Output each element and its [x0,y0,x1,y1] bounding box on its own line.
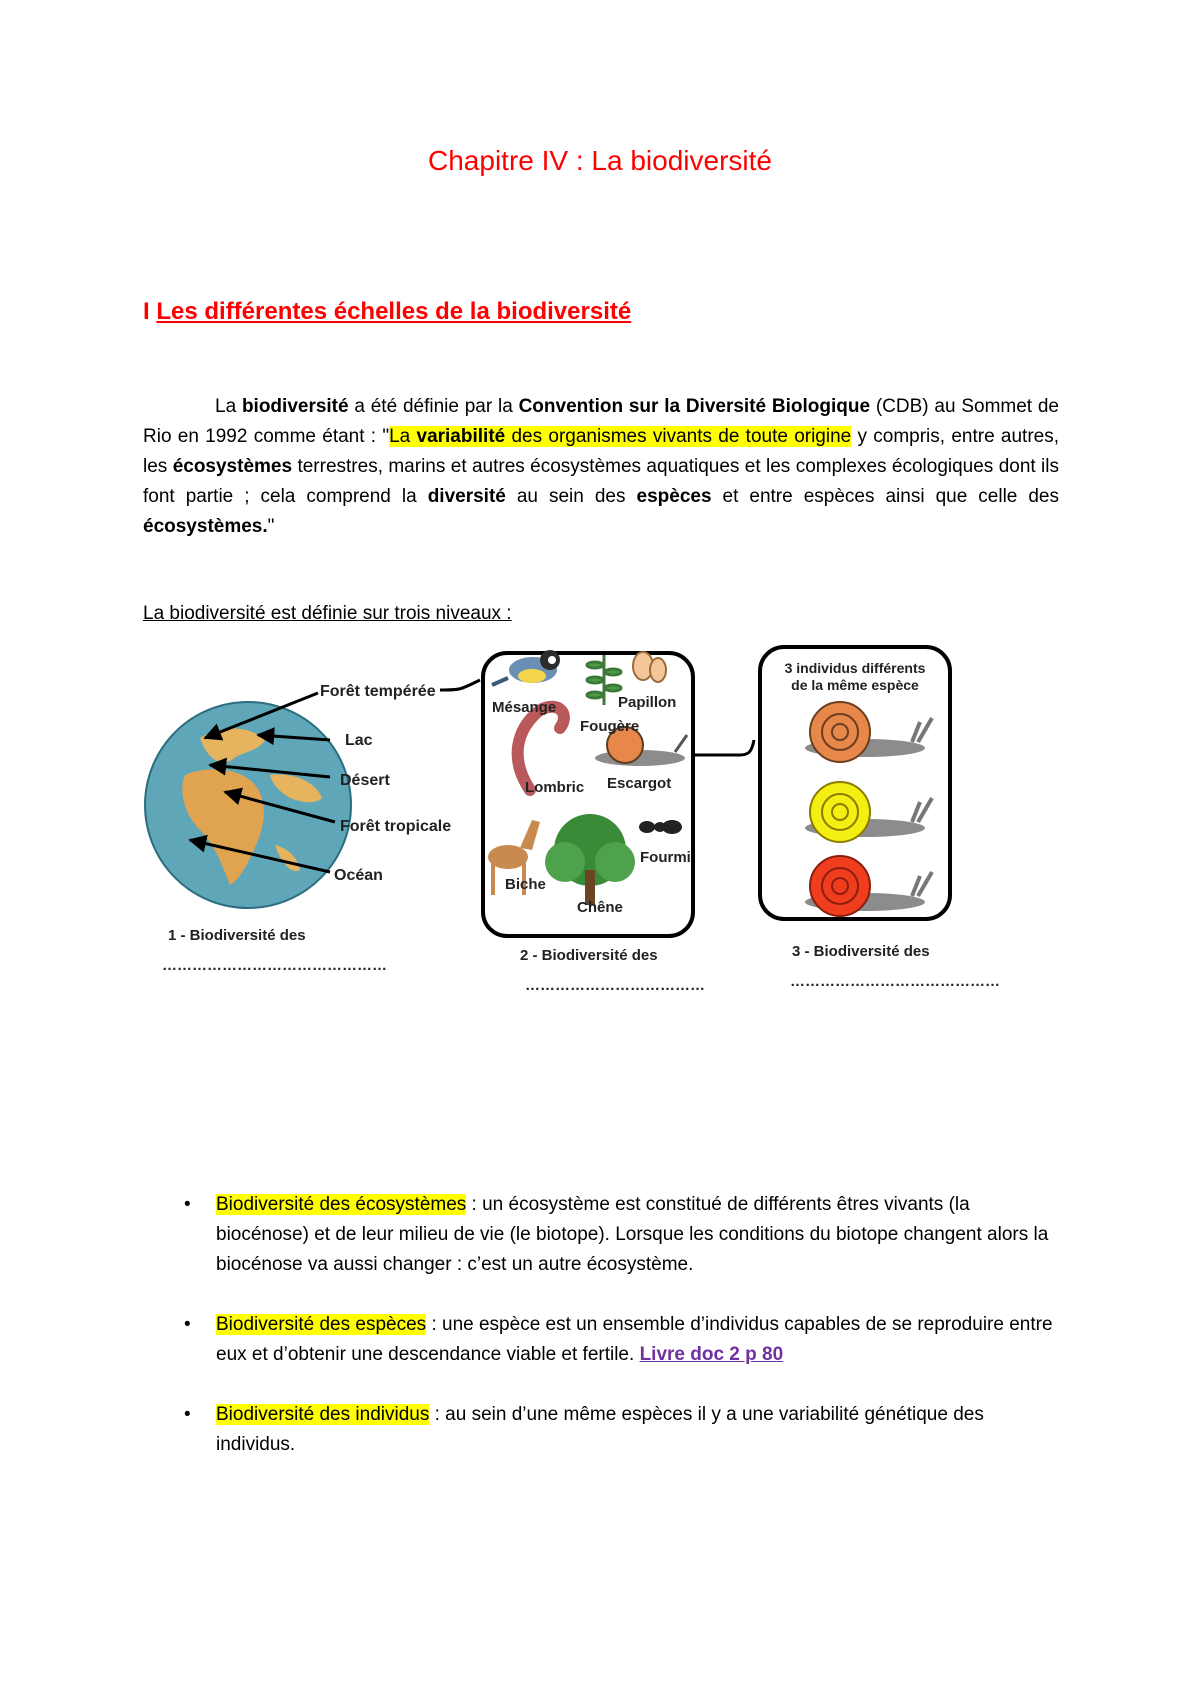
bullet-icon: • [184,1314,191,1335]
bullet-term: Biodiversité des espèces [216,1314,427,1335]
biodiversity-figure [140,660,1040,1100]
intro-bold: Convention sur la Diversité Biologique [518,396,871,417]
bullet-text: : au sein d’une même espèces il y a une variabilité génétique des individus. [216,1404,984,1455]
intro-text: au sein des [505,486,637,507]
label-mesange: Mésange [492,699,557,716]
individuals-title-2: de la même espèce [791,677,919,693]
intro-highlight [389,426,851,447]
label-fougere: Fougère [580,718,640,735]
levels-label: La biodiversité est définie sur trois niveaux : [143,603,512,624]
intro-bold: biodiversité [241,396,349,417]
blank-2: ……………………………… [525,977,705,994]
ant-icon [639,820,682,834]
label-foret-tropicale: Forêt tropicale [340,818,452,835]
intro-text: " [267,516,275,537]
list-item [180,1190,1060,1280]
bullet-text: : une espèce est un ensemble d’individus capables de se reproduire entre eux et d’obtenir une descendance viable et fertile. [216,1314,1053,1365]
bullet-list [180,1190,1060,1490]
highlight-bold: variabilité [416,426,506,447]
label-lombric: Lombric [525,779,585,796]
label-chene: Chêne [577,899,623,916]
list-item [180,1310,1060,1370]
intro-bold: écosystèmes [172,456,293,477]
label-lac: Lac [345,732,373,749]
bullet-term: Biodiversité des écosystèmes [216,1194,467,1215]
blank-3: …………………………………… [790,973,1000,990]
bullet-text: : un écosystème est constitué de différents êtres vivants (la biocénose) et de leur milieu de vie (le biotope). Lorsque les conditions du biotope changent alors la biocénose va aussi changer : c’est un autre écosystème. [216,1194,1049,1275]
intro-bold: écosystèmes. [143,516,268,537]
bullet-term: Biodiversité des individus [216,1404,430,1425]
label-desert: Désert [340,772,390,789]
label-biche: Biche [505,876,546,893]
livre-doc-link[interactable]: Livre doc 2 p 80 [639,1344,784,1365]
label-foret-temperee: Forêt tempérée [320,683,436,700]
intro-bold: espèces [636,486,712,507]
intro-text: La [215,396,242,417]
label-papillon: Papillon [618,694,677,711]
intro-text: (CDB) au Sommet de Rio en 1992 comme étant : " [143,396,1060,447]
page-title: Chapitre IV : La biodiversité [428,145,772,176]
caption-1: 1 - Biodiversité des [168,927,306,944]
globe-icon [145,702,351,908]
blank-1: ……………………………………… [162,957,387,974]
highlight-text: des organismes vivants de toute origine [505,426,852,447]
bullet-icon: • [184,1194,191,1215]
highlight-text: La [389,426,417,447]
section-title: Les différentes échelles de la biodiversité [156,298,632,325]
intro-text: a été définie par la [348,396,519,417]
brace-connector [440,680,480,690]
intro-bold: diversité [427,486,506,507]
list-item [180,1400,1060,1460]
section-number: I [143,298,150,325]
label-ocean: Océan [334,867,383,884]
bullet-icon: • [184,1404,191,1425]
caption-2: 2 - Biodiversité des [520,947,658,964]
label-escargot: Escargot [607,775,672,792]
intro-text: et entre espèces ainsi que celle des [711,486,1059,507]
intro-paragraph [143,392,1059,542]
label-fourmi: Fourmi [640,849,691,866]
intro-text: y compris, entre autres, les [143,426,1059,477]
individuals-title-1: 3 individus différents [784,660,926,676]
caption-3: 3 - Biodiversité des [792,943,930,960]
section-heading [143,298,631,326]
brace-connector-2 [695,740,754,755]
intro-text: terrestres, marins et autres écosystèmes aquatiques et les complexes écologiques dont ils font partie ; cela comprend la [143,456,1059,507]
